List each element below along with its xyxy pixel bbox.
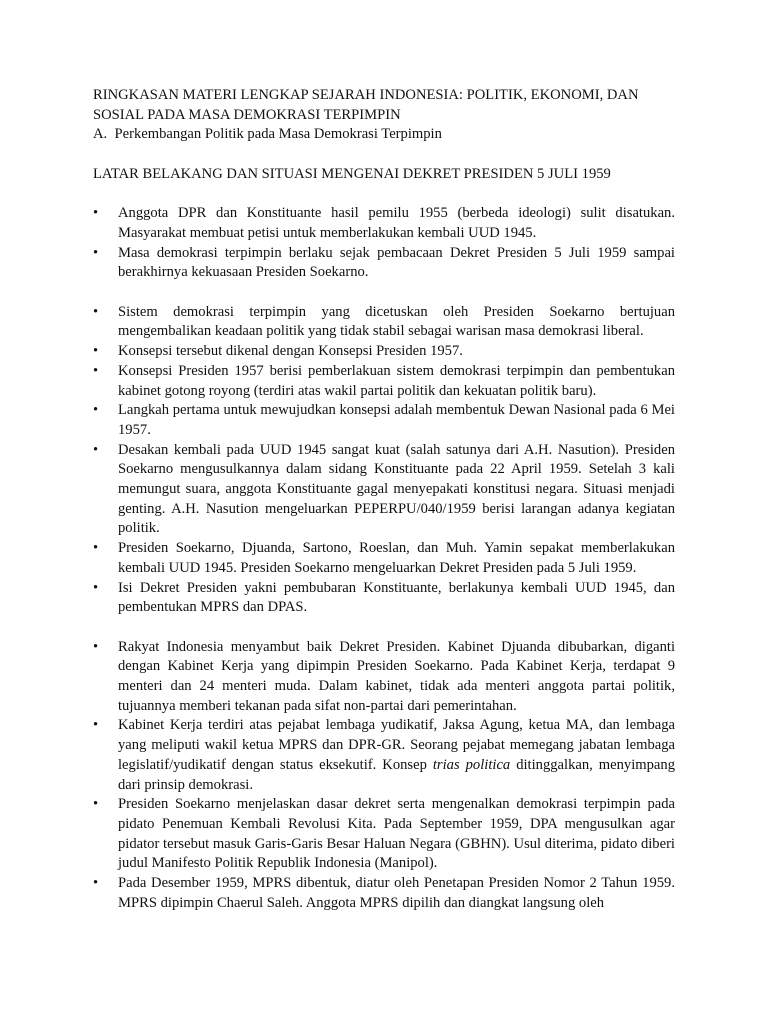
subsection-heading: A. Perkembangan Politik pada Masa Demokrasi Terpimpin bbox=[93, 126, 442, 143]
list-item bbox=[93, 874, 675, 913]
bullet-icon: • bbox=[93, 638, 99, 655]
bullet-icon: • bbox=[93, 875, 99, 892]
bullet-icon: • bbox=[93, 441, 99, 458]
trias-politica-term: trias politica bbox=[432, 756, 511, 773]
list-item-text: Langkah pertama untuk mewujudkan konsepsi adalah membentuk Dewan Nasional pada 6 Mei 1957. bbox=[118, 402, 675, 438]
bullet-icon: • bbox=[93, 303, 99, 320]
list-item-text: Presiden Soekarno menjelaskan dasar dekret serta mengenalkan demokrasi terpimpin pada pidato Penemuan Kembali Revolusi Kita. Pada September 1959, DPA mengusulkan agar pidator tersebut masuk Garis-Garis Besar Haluan Negara (GBHN). Usul diterima, pidato diberi judul Manifesto Politik Republik Indonesia (Manipol). bbox=[118, 796, 675, 872]
list-item bbox=[93, 303, 675, 342]
list-item-text-part: ditinggalkan, menyimpang dari prinsip demokrasi. bbox=[118, 756, 675, 793]
list-item-text: Masa demokrasi terpimpin berlaku sejak pembacaan Dekret Presiden 5 Juli 1959 sampai berakhirnya kekuasaan Presiden Soekarno. bbox=[118, 244, 675, 281]
bullet-icon: • bbox=[93, 343, 99, 360]
list-item bbox=[93, 204, 675, 243]
list-item-text: Konsepsi tersebut dikenal dengan Konsepsi Presiden 1957. bbox=[118, 343, 463, 360]
list-item bbox=[93, 579, 675, 618]
bullet-icon: • bbox=[93, 579, 99, 596]
bullet-icon: • bbox=[93, 244, 99, 261]
bullet-icon: • bbox=[93, 796, 99, 813]
section-title: LATAR BELAKANG DAN SITUASI MENGENAI DEKRET PRESIDEN 5 JULI 1959 bbox=[93, 165, 611, 182]
document-title: RINGKASAN MATERI LENGKAP SEJARAH INDONESIA: POLITIK, EKONOMI, DAN SOSIAL PADA MASA DEMOKRASI TERPIMPIN bbox=[93, 87, 639, 123]
list-item-text: Sistem demokrasi terpimpin yang dicetuskan oleh Presiden Soekarno bertujuan mengembalikan keadaan politik yang tidak stabil sebagai warisan masa demokrasi liberal. bbox=[118, 303, 675, 340]
bullet-list-2 bbox=[93, 303, 675, 618]
list-item-text: Presiden Soekarno, Djuanda, Sartono, Roeslan, dan Muh. Yamin sepakat memberlakukan kembali UUD 1945. Presiden Soekarno mengeluarkan Dekret Presiden pada 5 Juli 1959. bbox=[118, 540, 675, 576]
list-item bbox=[93, 539, 675, 578]
bullet-list-3 bbox=[93, 638, 675, 914]
list-item-text: Pada Desember 1959, MPRS dibentuk, diatur oleh Penetapan Presiden Nomor 2 Tahun 1959. MPRS dipimpin Chaerul Saleh. Anggota MPRS dipilih dan diangkat langsung oleh bbox=[118, 875, 675, 911]
list-item-text: Rakyat Indonesia menyambut baik Dekret Presiden. Kabinet Djuanda dibubarkan, diganti dengan Kabinet Kerja yang dipimpin Presiden Soekarno. Pada Kabinet Kerja, terdapat 9 menteri dan 24 menteri muda. Dalam kabinet, tidak ada menteri anggota partai politik, tujuannya memberi tekanan pada sifat non-partai dari pemerintahan. bbox=[118, 638, 675, 714]
list-item bbox=[93, 362, 675, 401]
list-item-text: Konsepsi Presiden 1957 berisi pemberlakuan sistem demokrasi terpimpin dan pembentukan kabinet gotong royong (terdiri atas wakil partai politik dan kekuatan politik baru). bbox=[118, 362, 675, 399]
bullet-list-1 bbox=[93, 204, 675, 283]
document-page bbox=[93, 86, 675, 913]
list-item bbox=[93, 638, 675, 717]
list-item bbox=[93, 342, 675, 362]
bullet-icon: • bbox=[93, 205, 99, 222]
list-item bbox=[93, 244, 675, 283]
list-item-text: Isi Dekret Presiden yakni pembubaran Konstituante, berlakunya kembali UUD 1945, dan pembentukan MPRS dan DPAS. bbox=[118, 579, 675, 616]
bullet-icon: • bbox=[93, 717, 99, 734]
list-item-text: Desakan kembali pada UUD 1945 sangat kuat (salah satunya dari A.H. Nasution). Presiden Soekarno mengusulkannya dalam sidang Konstituante pada 22 April 1959. Setelah 3 kali memungut suara, anggota Konstituante gagal menyepakati konstitusi negara. Situasi menjadi genting. A.H. Nasution mengeluarkan PEPERPU/040/1959 berisi larangan adanya kegiatan politik. bbox=[118, 441, 675, 537]
list-item bbox=[93, 401, 675, 440]
bullet-icon: • bbox=[93, 540, 99, 557]
bullet-icon: • bbox=[93, 402, 99, 419]
list-item bbox=[93, 441, 675, 540]
bullet-icon: • bbox=[93, 362, 99, 379]
list-item bbox=[93, 795, 675, 874]
list-item bbox=[93, 716, 675, 795]
list-item-text-part: Kabinet Kerja terdiri atas pejabat lembaga yudikatif, Jaksa Agung, ketua MA, dan lembaga yang meliputi wakil ketua MPRS dan DPR-GR. Seorang pejabat memegang jabatan lembaga legislatif/yudikatif dengan status eksekutif. Konsep bbox=[118, 717, 675, 773]
list-item-text: Anggota DPR dan Konstituante hasil pemilu 1955 (berbeda ideologi) sulit disatukan. Masyarakat membuat petisi untuk memberlakukan kembali UUD 1945. bbox=[118, 205, 675, 241]
